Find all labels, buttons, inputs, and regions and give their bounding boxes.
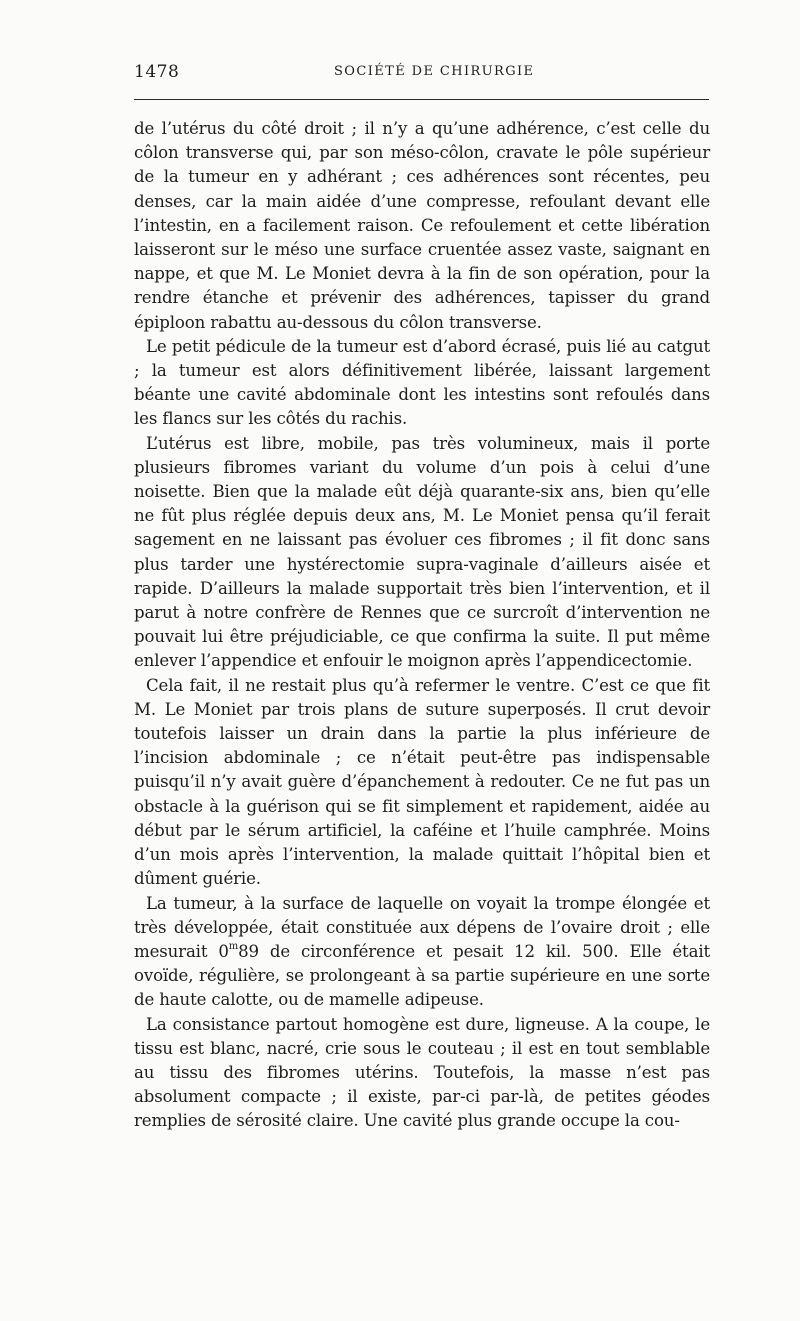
paragraph-2: Le petit pédicule de la tumeur est d’abord écrasé, puis lié au catgut ; la tumeur est alors définitivement libérée, laissant largement béante une cavité abdominale dont les intestins sont refoulés dans les flancs sur les côtés du rachis. [134,336,710,429]
paragraph-5-part-2: 89 de circonférence et pesait 12 kil. 500. Elle était ovoïde, régulière, se prolongeant à sa partie supérieure en une sorte de haute calotte, ou de mamelle adipeuse. [134,941,710,1010]
paragraph-6: La consistance partout homogène est dure, ligneuse. A la coupe, le tissu est blanc, nacré, crie sous le couteau ; il est en tout semblable au tissu des fibromes utérins. Toutefois, la masse n’est pas absolument compacte ; il existe, par-ci par-là, de petites géodes remplies de sérosité claire. Une cavité plus grande occupe la cou- [134,1014,710,1131]
running-head: SOCIÉTÉ DE CHIRURGIE [334,64,535,79]
paragraph-3: L’utérus est libre, mobile, pas très volumineux, mais il porte plusieurs fibromes variant du volume d’un pois à celui d’une noisette. Bien que la malade eût déjà quarante-six ans, bien qu’elle ne fût plus réglée depuis deux ans, M. Le Moniet pensa qu’il ferait sagement en ne laissant pas évoluer ces fibromes ; il fit donc sans plus tarder une hystérectomie supra-vaginale d’ailleurs aisée et rapide. D’ailleurs la malade supportait très bien l’intervention, et il parut à notre confrère de Rennes que ce surcroît d’intervention ne pouvait lui être préjudiciable, ce que confirma la suite. Il put même enlever l’appendice et enfouir le moignon après l’appendicectomie. [134,433,710,671]
paragraph-5-part-1: La tumeur, à la surface de laquelle on voyait la trompe élongée et très développée, était constituée aux dépens de l’ovaire droit ; elle mesurait 0 [134,893,710,961]
paragraph-1: de l’utérus du côté droit ; il n’y a qu’une adhérence, c’est celle du côlon transverse qui, par son méso-côlon, cravate le pôle supérieur de la tumeur en y adhérant ; ces adhérences sont récentes, peu denses, car la main aidée d’une compresse, refoulant devant elle l’intestin, en a facilement raison. Ce refoulement et cette libération laisseront sur le méso une surface cruentée assez vaste, saignant en nappe, et que M. Le Moniet devra à la fin de son opération, pour la rendre étanche et prévenir des adhérences, tapisser du grand épiploon rabattu au-dessous du côlon transverse. [134,119,710,332]
body-text [134,117,710,1134]
page-number: 1478 [134,62,180,82]
paragraph-4: Cela fait, il ne restait plus qu’à refermer le ventre. C’est ce que fit M. Le Moniet par trois plans de suture superposés. Il crut devoir toutefois laisser un drain dans la partie la plus inférieure de l’incision abdominale ; ce n’était peut-être pas indispensable puisqu’il n’y avait guère d’épanchement à redouter. Ce ne fut pas un obstacle à la guérison qui se fit simplement et rapidement, aidée au début par le sérum artificiel, la caféine et l’huile camphrée. Moins d’un mois après l’intervention, la malade quittait l’hôpital bien et dûment guérie. [134,675,710,889]
header-rule [134,99,709,100]
paragraph-5 [134,892,710,1013]
page-header [134,56,710,92]
paragraph-5-superscript: m [228,941,239,953]
